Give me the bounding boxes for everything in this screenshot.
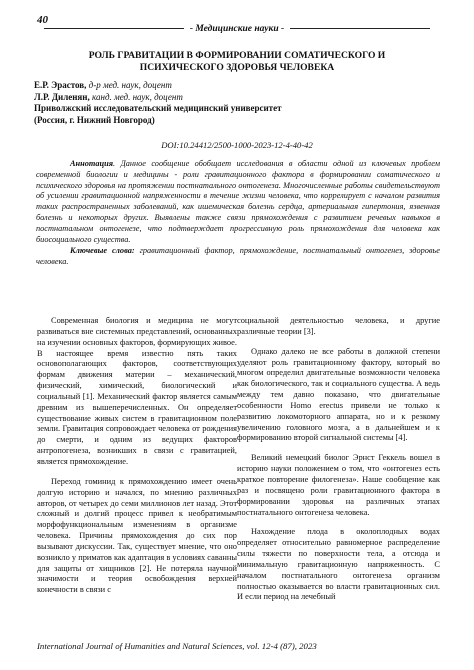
body-paragraph: социальной деятельностью человека, и другие различные теории [3].	[237, 316, 440, 336]
rubric-rule-left	[44, 28, 184, 29]
body-paragraph: Современная биология и медицина не могут развиваться вне системных представлений, основанных на изучении основных факторов, формирующих живое. В настоящее время известно пять таких основополагающих факторов, соответствующих формам движения материи – механический, физический, химический, биологический и социальный [1]. Механический фактор является самым древним из вышеперечисленных. Он определяет существование живых систем в гравитационном поле земли. Гравитация сопровождает человека от рождения до смерти, и одним из ведущих факторов антропогенеза, возникших в связи с гравитацией, является прямохождение.	[37, 316, 237, 466]
body-paragraph: Однако далеко не все работы в должной степени уделяют роль гравитационному фактору, который во многом определил двигательные возможности человека как биологического, так и социального существа. А ведь между тем давно показано, что двигательные особенности Homo erectus привели не только к развитию локомоторного аппарата, но и к резкому увеличению головного мозга, а в дальнейшем и к формированию второй сигнальной системы [4].	[237, 346, 440, 443]
section-rubric	[0, 24, 474, 34]
author-line	[34, 80, 444, 92]
keywords	[36, 246, 440, 268]
keywords-label: Ключевые слова:	[70, 246, 135, 256]
abstract-paragraph	[36, 159, 440, 245]
abstract-label: Аннотация	[70, 159, 113, 168]
doi-link[interactable]: DOI:10.24412/2500-1000-2023-12-4-40-42	[161, 140, 313, 150]
author-degree: канд. мед. наук, доцент	[89, 91, 183, 102]
title-line: РОЛЬ ГРАВИТАЦИИ В ФОРМИРОВАНИИ СОМАТИЧЕСКОГО И	[88, 50, 386, 61]
body-column-right	[237, 316, 440, 603]
rubric-label: - Медицинские науки -	[189, 24, 285, 34]
abstract	[36, 159, 440, 268]
keywords-text: гравитационный фактор, прямохождение, постнатальный онтогенез, здоровье человека.	[36, 246, 440, 267]
author-name: Е.Р. Эрастов,	[34, 80, 87, 90]
body-paragraph: Нахождение плода в околоплодных водах определяет относительно равномерное распределение силы тяжести по поверхности тела, а отсюда и минимальную гравитационную напряженность. С началом постнатального онтогенеза организм полностью оказывается во власти гравитационных сил. И если период на лечебный	[237, 527, 440, 602]
rubric-rule-right	[290, 28, 430, 29]
author-name: Л.Р. Диленян,	[34, 91, 90, 102]
affiliation-line: (Россия, г. Нижний Новгород)	[34, 114, 155, 125]
body-column-left	[37, 316, 237, 596]
author-block	[34, 80, 444, 126]
article-title	[60, 50, 414, 74]
author-degree: д-р мед. наук, доцент	[86, 80, 172, 90]
author-line	[34, 92, 444, 104]
body-paragraph: Великий немецкий биолог Эрнст Геккель вошел в историю науки положением о том, что «онтогенез есть краткое повторение филогенеза». Наше сообщение как раз и посвящено роли гравитационного фактора в формировании здоровья на различных этапах постнатального онтогенеза человека.	[237, 453, 440, 517]
title-line: ПСИХИЧЕСКОГО ЗДОРОВЬЯ ЧЕЛОВЕКА	[139, 62, 335, 73]
body-paragraph: Переход гоминид к прямохождению имеет очень долгую историю и начался, по мнению различных авторов, от четырех до семи миллионов лет назад. Этот сложный и долгий процесс привел к необратимым морфофункциональным изменениям в организме человека. Причины прямохождения до сих пор вызывают дискуссии. Так, существует мнение, что оно возникло у приматов как адаптация в условиях саванны для защиты от хищников [2]. Не потеряла научной значимости и теория освобождения верхней конечности в связи с	[37, 476, 237, 595]
journal-footer: International Journal of Humanities and Natural Sciences, vol. 12-4 (87), 2023	[37, 641, 317, 651]
abstract-text: . Данное сообщение обобщает исследования в области одной из ключевых проблем современной биологии и медицины - роли гравитационного фактора в формировании соматического и психического здоровья на протяжении постнатального онтогенеза. Многочисленные работы свидетельствуют об усилении гравитационной напряженности в течение жизни человека, что коррелирует с началом развития таких распространенных заболеваний, как ишемическая болезнь сердца, артериальная гипертония, язвенная болезнь и некоторых других. Выявлены также связи прямохождения с развитием речевых навыков в постнатальном онтогенезе, что подтверждает прогрессивную роль прямохождения для человека как биосоциального существа.	[36, 159, 440, 244]
page-number: 40	[37, 14, 48, 26]
affiliation-line: Приволжский исследовательский медицинский университет	[34, 103, 282, 113]
